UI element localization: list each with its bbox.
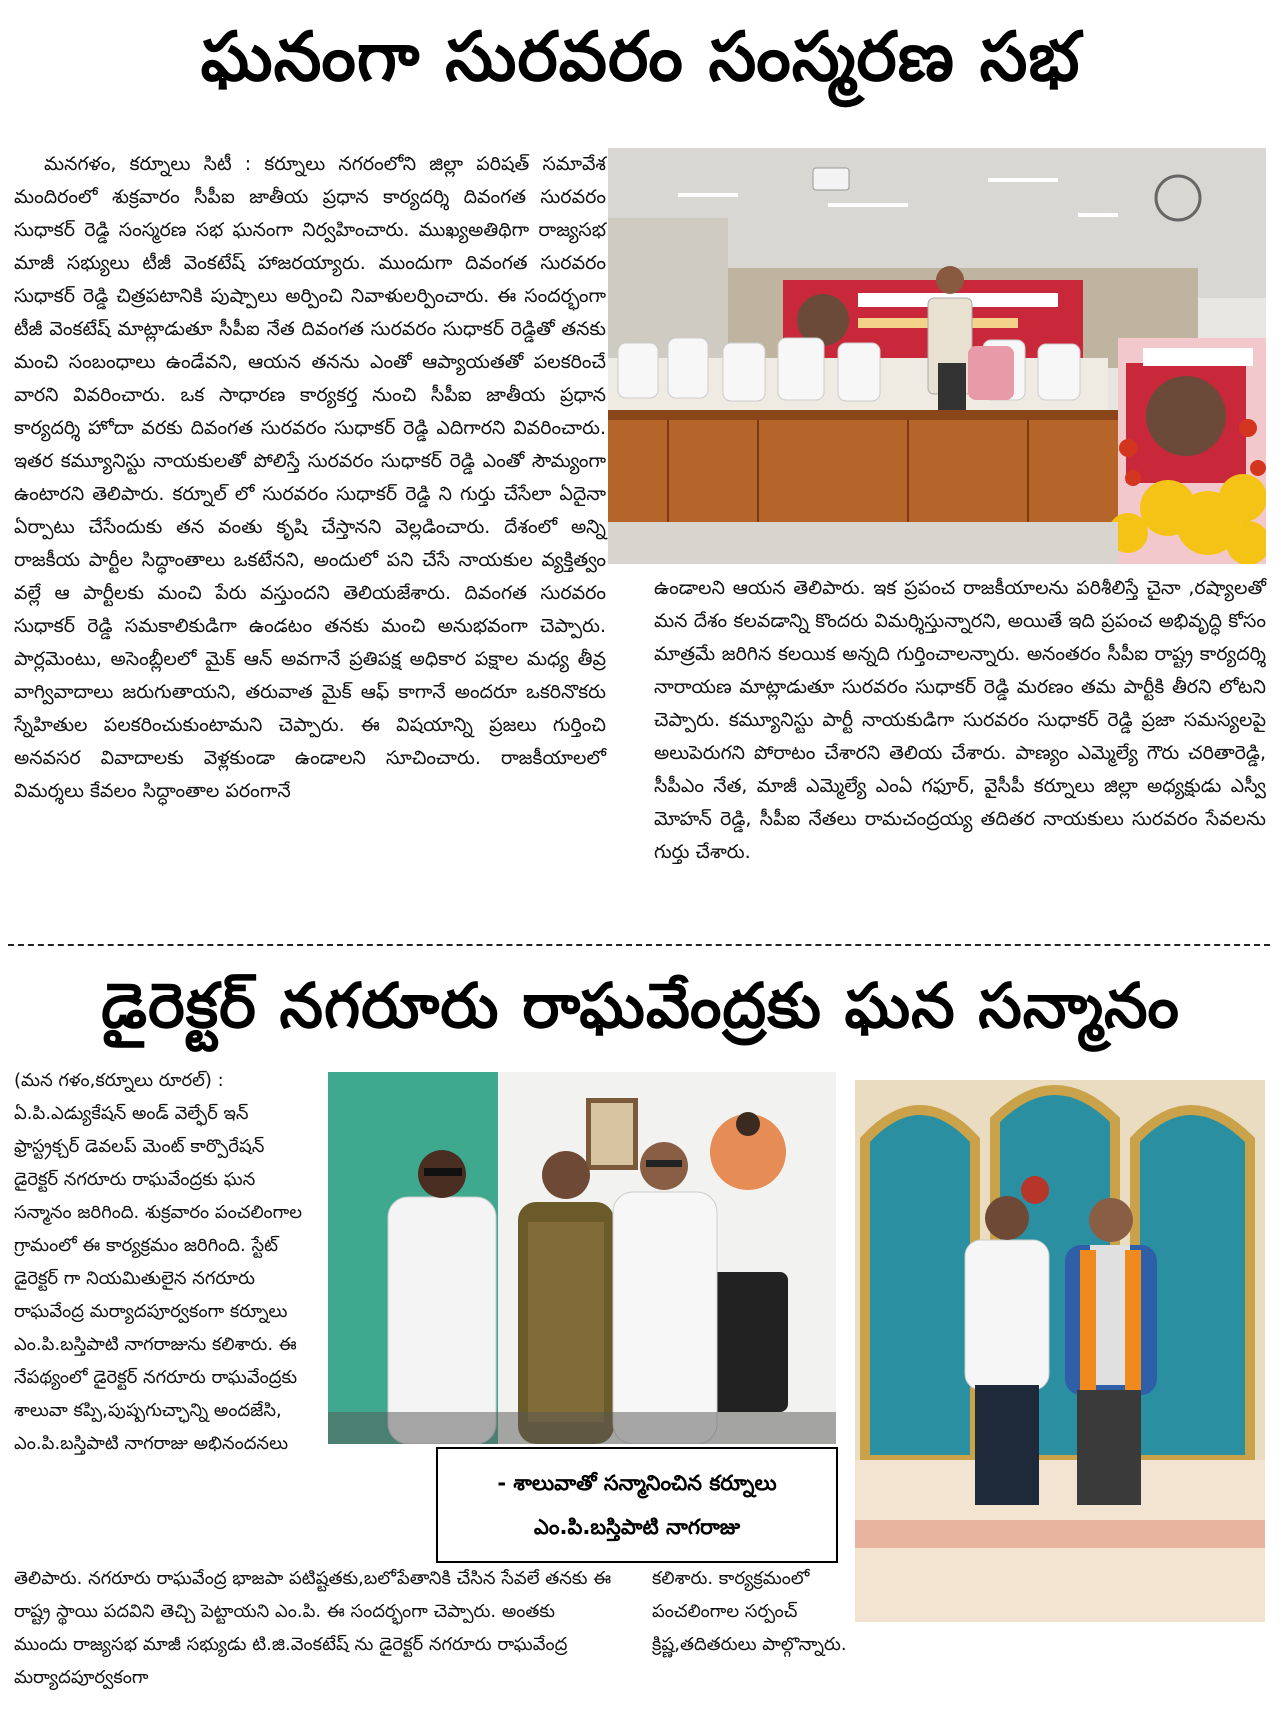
article2-body-left (14, 1064, 314, 1564)
memorial-meeting-illustration (608, 148, 1266, 564)
article1-headline: ఘనంగా సురవరం సంస్మరణ సభ (200, 18, 1081, 97)
article2-paragraph-bottom: తెలిపారు. నగరూరు రాఘవేంద్ర భాజపా పటిష్టతకు,బలోపేతానికి చేసిన సేవలే తనకు ఈ రాష్ట్ర స్థాయి పదవిని తెచ్చి పెట్టాయని ఎం.పి. ఈ సందర్భంగా చెప్పారు. అంతకు ముందు రాజ్యసభ మాజీ సభ్యుడు టి.జి.వెంకటేష్ ను డైరెక్టర్ నగరూరు రాఘవేంద్ర మర్యాదపూర్వకంగా (14, 1568, 612, 1688)
article1-paragraph-left: మనగళం, కర్నూలు సిటీ : కర్నూలు నగరంలోని జిల్లా పరిషత్ సమావేశ మందిరంలో శుక్రవారం సీపీఐ జాతీయ ప్రధాన కార్యదర్శి దివంగత సురవరం సుధాకర్ రెడ్డి సంస్మరణ సభ ఘనంగా నిర్వహించారు. ముఖ్యఅతిథిగా రాజ్యసభ మాజీ సభ్యులు టీజీ వెంకటేష్ హాజరయ్యారు. ముందుగా దివంగత సురవరం సుధాకర్ రెడ్డి చిత్రపటానికి పుష్పాలు అర్పించి నివాళులర్పించారు. ఈ సందర్భంగా టీజీ వెంకటేష్ మాట్లాడుతూ సీపీఐ నేత దివంగత సురవరం సుధాకర్ రెడ్డితో తనకు మంచి సంబంధాలు ఉండేవని, ఆయన తనను ఎంతో ఆప్యాయతతో పలకరించే వారని వివరించారు. ఒక సాధారణ కార్యకర్త నుంచి సీపీఐ జాతీయ ప్రధాన కార్యదర్శి హోదా వరకు దివంగత సురవరం సుధాకర్ రెడ్డి ఎదిగారని వివరించారు. ఇతర కమ్యూనిస్టు నాయకులతో పోలిస్తే సురవరం సుధాకర్ రెడ్డి ఎంతో సౌమ్యంగా ఉంటారని తెలిపారు. కర్నూల్ లో సురవరం సుధాకర్ రెడ్డి ని గుర్తు చేసేలా ఏదైనా ఏర్పాటు చేసేందుకు తన వంతు కృషి చేస్తానని వెల్లడించారు. దేశంలో అన్ని రాజకీయ పార్టీల సిద్ధాంతాలు ఒకటేనని, అందులో పని చేసే నాయకుల వ్యక్తిత్వం వల్లే ఆ పార్టీలకు మంచి పేరు వస్తుందని తెలియజేశారు. దివంగత సురవరం సుధాకర్ రెడ్డి సమకాలికుడిగా ఉండటం తనకు మంచి అనుభవంగా చెప్పారు. పార్లమెంటు, అసెంబ్లీలలో మైక్ ఆన్ అవగానే ప్రతిపక్ష అధికార పక్షాల మధ్య తీవ్ర వాగ్వివాదాలు జరుగుతాయని, తరువాత మైక్ ఆఫ్ కాగానే అందరూ ఒకరినొకరు స్నేహితుల పలకరించుకుంటామని చెప్పారు. ఈ విషయాన్ని ప్రజలు గుర్తించి అనవసర వివాదాలకు వెళ్లకుండా ఉండాలని సూచించారు. రాజకీయాలలో విమర్శలు కేవలం సిద్ధాంతాల పరంగానే (14, 153, 606, 802)
caption-line-1: - శాలువాతో సన్మానించిన కర్నూలు (497, 1471, 777, 1495)
caption-line-2: ఎం.పి.బస్తిపాటి నాగరాజు (533, 1515, 741, 1539)
article2-headline: డైరెక్టర్ నగరూరు రాఘవేంద్రకు ఘన సన్మానం (101, 969, 1180, 1042)
standing-illustration (855, 1080, 1265, 1622)
article2-paragraph-left: (మన గళం,కర్నూలు రూరల్) : ఏ.పి.ఎడ్యుకేషన్ అండ్ వెల్ఫేర్ ఇన్ ఫ్రాస్ట్రక్చర్ డెవలప్ మెంట్ కార్పొరేషన్ డైరెక్టర్ నగరూరు రాఘవేంద్రకు ఘన సన్మానం జరిగింది. శుక్రవారం పంచలింగాల గ్రామంలో ఈ కార్యక్రమం జరిగింది. స్టేట్ డైరెక్టర్ గా నియమితులైన నగరూరు రాఘవేంద్ర మర్యాదపూర్వకంగా కర్నూలు ఎం.పి.బస్తిపాటి నాగరాజును కలిశారు. ఈ నేపథ్యంలో డైరెక్టర్ నగరూరు రాఘవేంద్రకు శాలువా కప్పి,పుష్పగుచ్ఛాన్ని అందజేసి, ఎం.పి.బస్తిపాటి నాగరాజు అభినందనలు (14, 1070, 303, 1454)
memorial-meeting-photo (608, 148, 1266, 564)
section-divider (8, 944, 1270, 946)
felicitation-illustration (328, 1072, 836, 1444)
article2-paragraph-right: కలిశారు. కార్యక్రమంలో పంచలింగాల సర్పంచ్ క్రిష్ణ,తదితరులు పాల్గొన్నారు. (652, 1568, 847, 1655)
article1-paragraph-right: ఉండాలని ఆయన తెలిపారు. ఇక ప్రపంచ రాజకీయాలను పరిశీలిస్తే చైనా ,రష్యాలతో మన దేశం కలవడాన్ని కొందరు విమర్శిస్తున్నారని, అయితే ఇది ప్రపంచ అభివృద్ధి కోసం మాత్రమే జరిగిన కలయిక అన్నది గుర్తించాలన్నారు. అనంతరం సీపీఐ రాష్ట్ర కార్యదర్శి నారాయణ మాట్లాడుతూ సురవరం సుధాకర్ రెడ్డి మరణం తమ పార్టీకి తీరని లోటని చెప్పారు. కమ్యూనిస్టు పార్టీ నాయకుడిగా సురవరం సుధాకర్ రెడ్డి ప్రజా సమస్యలపై అలుపెరుగని పోరాటం చేశారని తెలియ చేశారు. పాణ్యం ఎమ్మెల్యే గౌరు చరితారెడ్డి, సీపీఎం నేత, మాజీ ఎమ్మెల్యే ఎంఏ గఫూర్, వైసీపీ కర్నూలు జిల్లా అధ్యక్షుడు ఎస్వీ మోహన్ రెడ్డి, సీపీఐ నేతలు రామచంద్రయ్య తదితర నాయకులు సురవరం సేవలను గుర్తు చేశారు. (654, 577, 1266, 863)
article2-body-right (652, 1562, 852, 1672)
photo-caption (436, 1447, 838, 1563)
article1-body-right (654, 572, 1266, 912)
article2-body-bottom (14, 1562, 614, 1722)
standing-photo (855, 1080, 1265, 1622)
article1-body-left (14, 148, 606, 916)
felicitation-photo (328, 1072, 836, 1444)
